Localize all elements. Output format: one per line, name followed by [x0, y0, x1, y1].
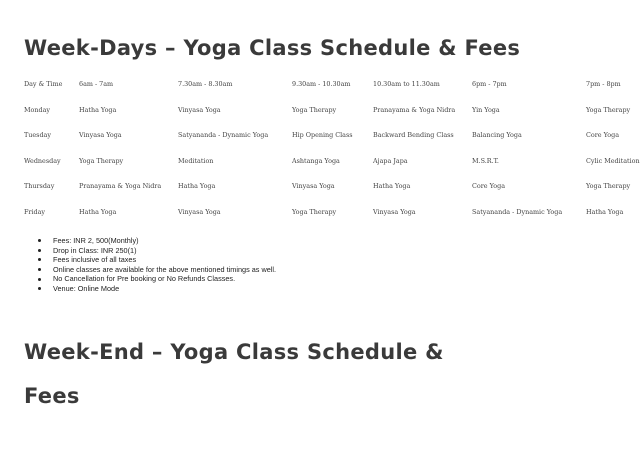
class-cell: Cylic Meditation	[586, 156, 640, 165]
header-cell: 7pm - 8pm	[586, 80, 621, 88]
class-cell: Vinyasa Yoga	[178, 207, 221, 216]
day-cell: Tuesday	[24, 131, 51, 140]
day-cell: Wednesday	[24, 156, 61, 165]
table-row	[24, 106, 640, 132]
class-cell: Pranayama & Yoga Nidra	[79, 182, 162, 191]
weekdays-schedule-table	[24, 80, 640, 234]
class-cell: Vinyasa Yoga	[79, 131, 122, 140]
class-cell: Core Yoga	[586, 131, 620, 140]
class-cell: Backward Bending Class	[373, 131, 454, 140]
class-cell: Hatha Yoga	[79, 207, 117, 216]
class-cell: Yoga Therapy	[292, 105, 337, 114]
fees-list-item: Online classes are available for the above mentioned timings as well.	[38, 265, 276, 275]
class-cell: Core Yoga	[472, 182, 506, 191]
class-cell: Ashtanga Yoga	[292, 156, 340, 165]
class-cell: Ajapa Japa	[373, 156, 408, 165]
day-cell: Monday	[24, 105, 51, 114]
class-cell: Hatha Yoga	[79, 105, 117, 114]
table-row	[24, 131, 640, 157]
class-cell: Yoga Therapy	[586, 182, 631, 191]
table-row	[24, 182, 640, 208]
class-cell: Hip Opening Class	[292, 131, 353, 140]
class-cell: Yoga Therapy	[79, 156, 124, 165]
class-cell: Vinyasa Yoga	[292, 182, 335, 191]
fees-list-item: Fees inclusive of all taxes	[38, 255, 276, 265]
header-cell: 7.30am - 8.30am	[178, 80, 233, 88]
fees-list-item: Drop in Class: INR 250(1)	[38, 246, 276, 256]
class-cell: Hatha Yoga	[586, 207, 624, 216]
class-cell: Meditation	[178, 156, 214, 165]
class-cell: Balancing Yoga	[472, 131, 522, 140]
day-cell: Friday	[24, 207, 46, 216]
class-cell: Satyananda - Dynamic Yoga	[178, 131, 269, 140]
table-row	[24, 157, 640, 183]
header-cell: 10.30am to 11.30am	[373, 80, 440, 88]
day-cell: Thursday	[24, 182, 55, 191]
class-cell: Pranayama & Yoga Nidra	[373, 105, 456, 114]
header-cell: 6am - 7am	[79, 80, 114, 88]
class-cell: Yoga Therapy	[292, 207, 337, 216]
class-cell: Yin Yoga	[472, 105, 500, 114]
class-cell: Vinyasa Yoga	[373, 207, 416, 216]
weekend-title-continued: Fees	[24, 384, 80, 408]
weekend-title: Week-End – Yoga Class Schedule &	[24, 340, 444, 364]
class-cell: Yoga Therapy	[586, 105, 631, 114]
fees-list-item: Venue: Online Mode	[38, 284, 276, 294]
fees-list-item: Fees: INR 2, 500(Monthly)	[38, 236, 276, 246]
class-cell: Hatha Yoga	[373, 182, 411, 191]
class-cell: Satyananda - Dynamic Yoga	[472, 207, 563, 216]
header-cell: 9.30am - 10.30am	[292, 80, 351, 88]
table-row	[24, 208, 640, 234]
fees-list	[38, 236, 276, 294]
header-cell: Day & Time	[24, 80, 63, 88]
fees-list-item: No Cancellation for Pre booking or No Refunds Classes.	[38, 274, 276, 284]
weekdays-title: Week-Days – Yoga Class Schedule & Fees	[24, 36, 521, 60]
class-cell: Vinyasa Yoga	[178, 105, 221, 114]
class-cell: M.S.R.T.	[472, 156, 499, 165]
header-cell: 6pm - 7pm	[472, 80, 507, 88]
class-cell: Hatha Yoga	[178, 182, 216, 191]
table-header-row	[24, 80, 640, 106]
